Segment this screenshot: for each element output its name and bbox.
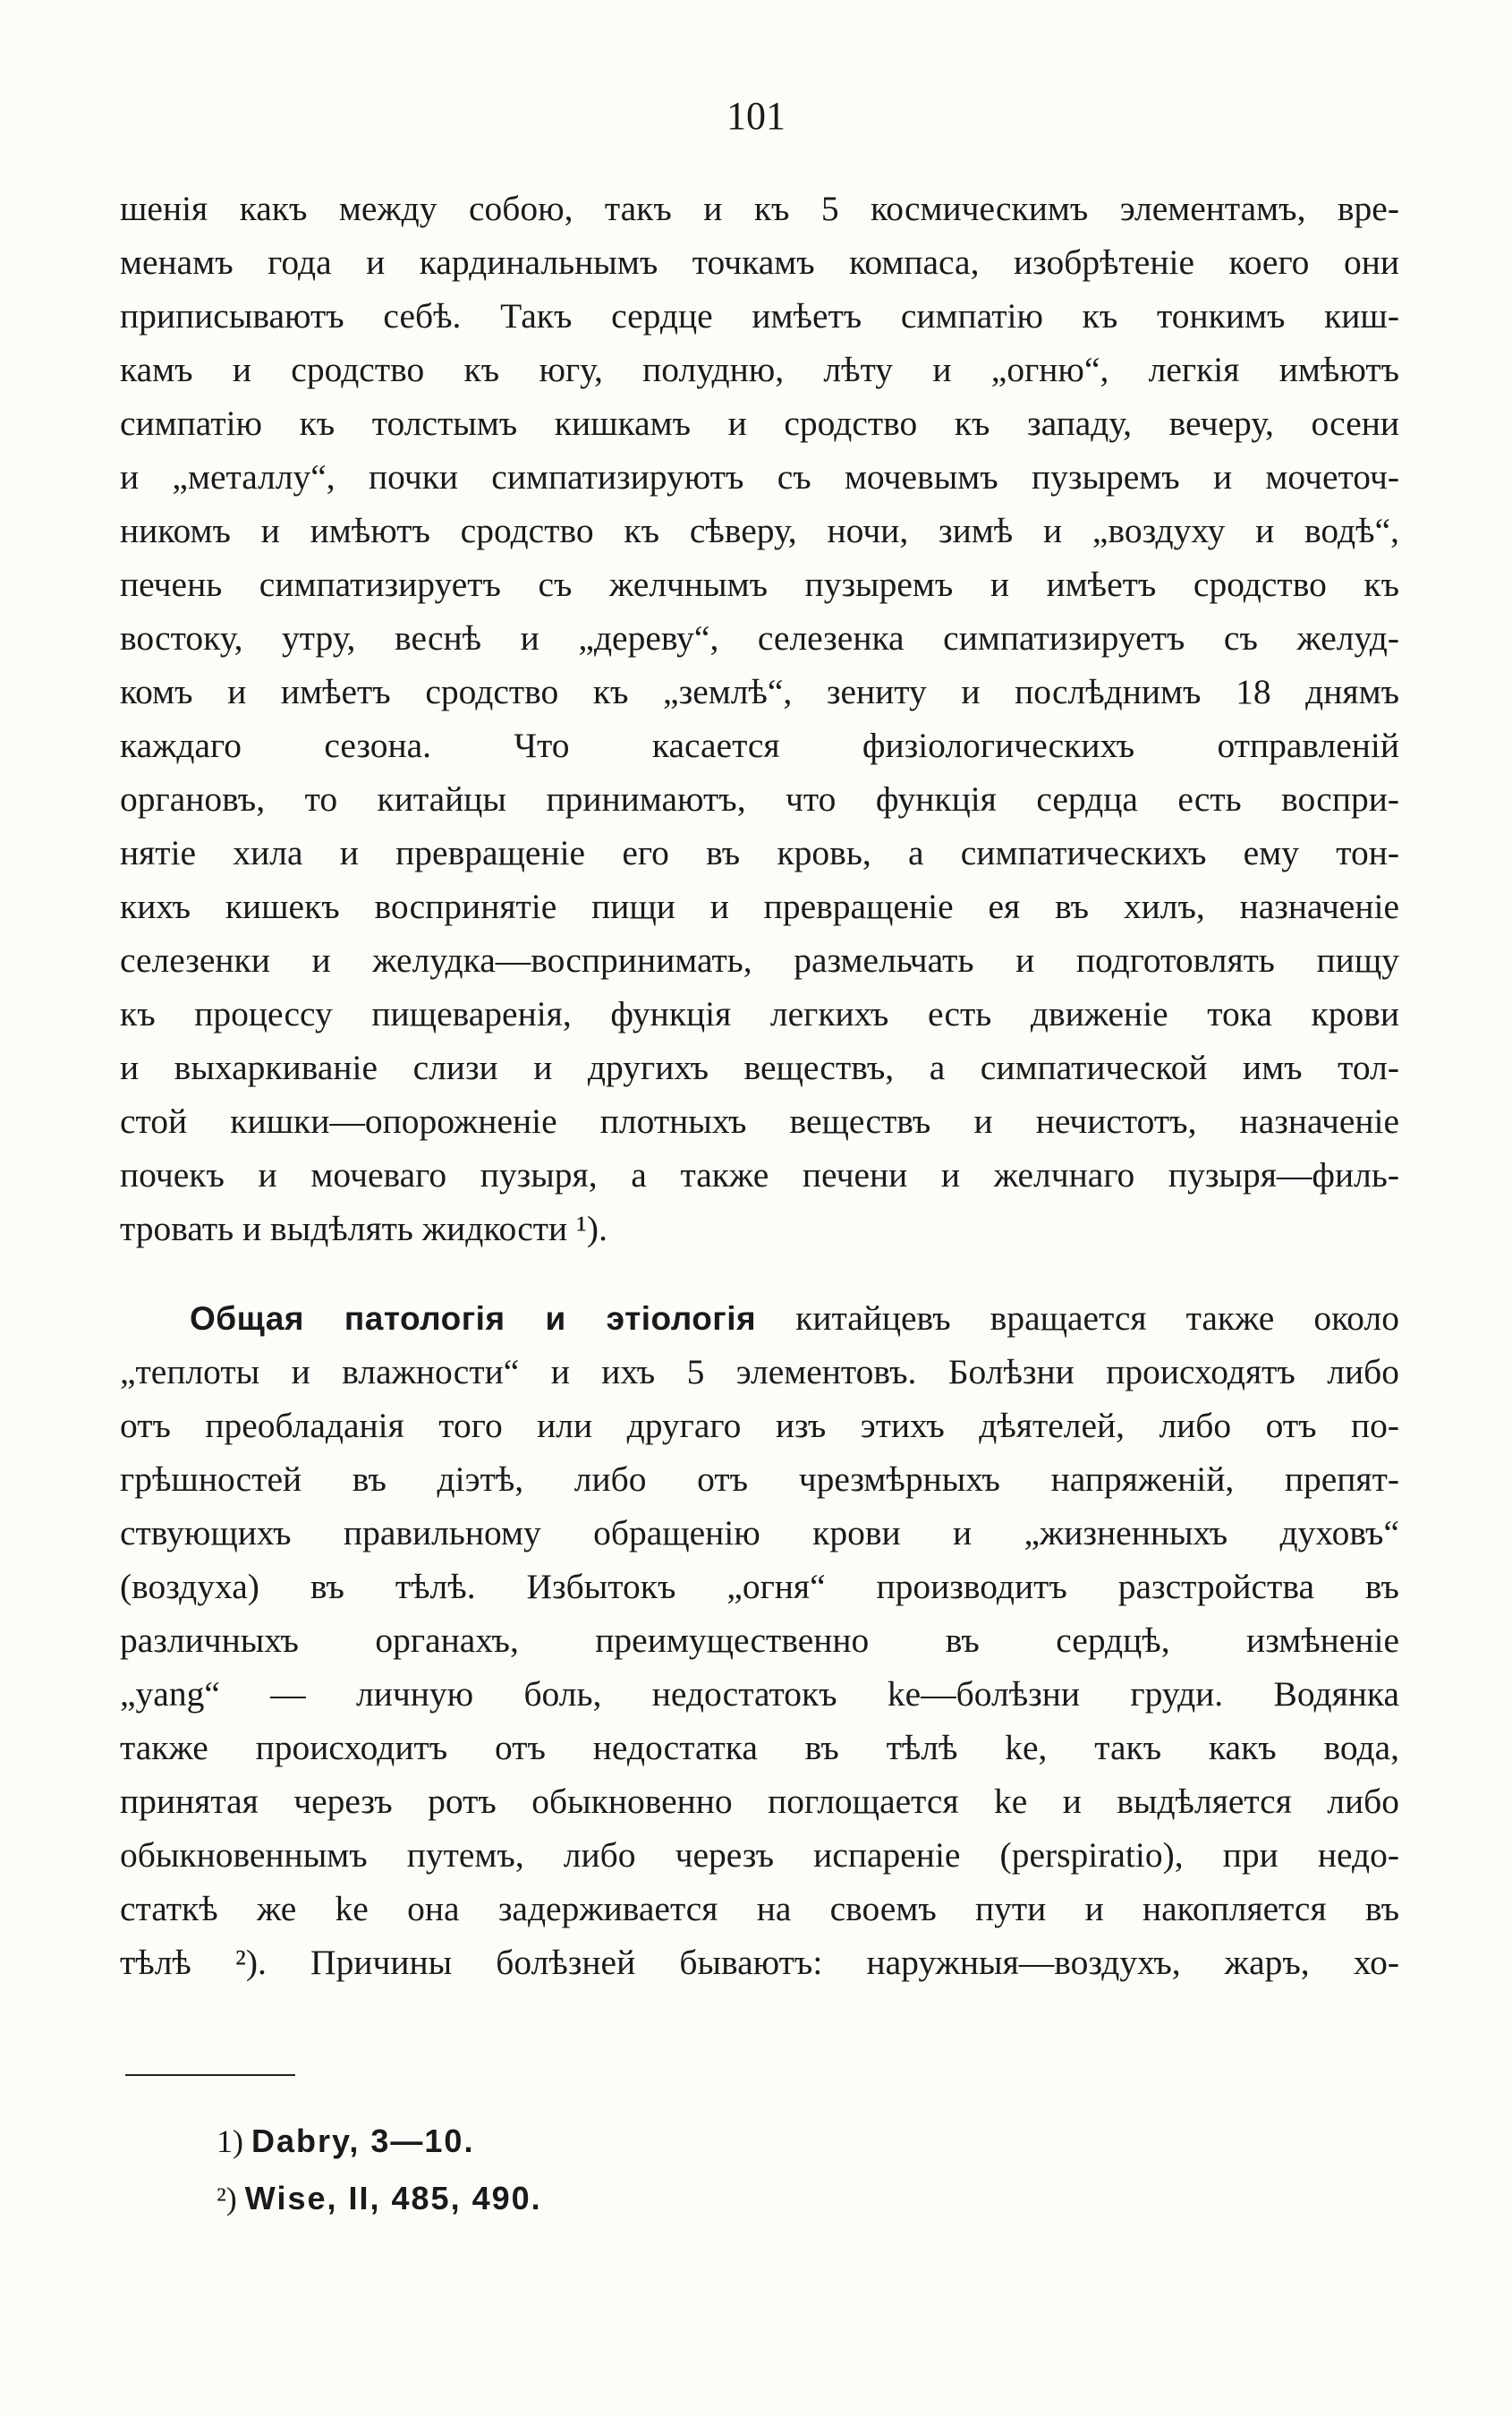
text-line: обыкновеннымъ путемъ, либо черезъ испареніе (perspiratio), при недо-	[120, 1835, 1399, 1875]
text-line: комъ и имѣетъ сродство къ „землѣ“, зениту и послѣднимъ 18 днямъ	[120, 672, 1399, 711]
paragraph-first-line	[190, 1291, 1399, 1346]
text-line: кихъ кишекъ воспринятіе пищи и превращеніе ея въ хилъ, назначеніе	[120, 887, 1399, 926]
text-line: почекъ и мочеваго пузыря, а также печени и желчнаго пузыря—филь-	[120, 1155, 1399, 1195]
text-line: грѣшностей въ діэтѣ, либо отъ чрезмѣрныхъ напряженій, препят-	[120, 1459, 1399, 1499]
text-line: каждаго сезона. Что касается физіологическихъ отправленій	[120, 726, 1399, 765]
text-line: селезенки и желудка—воспринимать, размельчать и подготовлять пищу	[120, 940, 1399, 980]
text-line: принятая черезъ ротъ обыкновенно поглощается ke и выдѣляется либо	[120, 1782, 1399, 1821]
text-line: органовъ, то китайцы принимаютъ, что функція сердца есть воспри-	[120, 779, 1399, 819]
section-heading: Общая патологія и этіологія	[190, 1300, 757, 1337]
text-line: тровать и выдѣлять жидкости ¹).	[120, 1209, 607, 1248]
text-line: нятіе хила и превращеніе его въ кровь, а симпатическихъ ему тон-	[120, 833, 1399, 872]
footnote	[217, 2176, 542, 2221]
text-line: „теплоты и влажности“ и ихъ 5 элементовъ. Болѣзни происходятъ либо	[120, 1352, 1399, 1391]
text-line: камъ и сродство къ югу, полудню, лѣту и „огню“, легкія имѣютъ	[120, 350, 1399, 389]
text-line: печень симпатизируетъ съ желчнымъ пузыремъ и имѣетъ сродство къ	[120, 565, 1399, 604]
page-number: 101	[726, 94, 786, 138]
text-line: различныхъ органахъ, преимущественно въ сердцѣ, измѣненіе	[120, 1621, 1399, 1660]
text-line: стой кишки—опорожненіе плотныхъ веществъ и нечистотъ, назначеніе	[120, 1102, 1399, 1141]
text-line: (воздуха) въ тѣлѣ. Избытокъ „огня“ производитъ разстройства въ	[120, 1567, 1399, 1606]
text-line: къ процессу пищеваренія, функція легкихъ есть движеніе тока крови	[120, 994, 1399, 1034]
footnote-divider	[125, 2074, 295, 2076]
text-line: востоку, утру, веснѣ и „дереву“, селезенка симпатизируетъ съ желуд-	[120, 618, 1399, 658]
text-line: и выхаркиваніе слизи и другихъ веществъ, а симпатической имъ тол-	[120, 1048, 1399, 1087]
footnote-mark: 1)	[217, 2123, 243, 2159]
text-line: также происходитъ отъ недостатка въ тѣлѣ ke, такъ какъ вода,	[120, 1728, 1399, 1767]
text-line: менамъ года и кардинальнымъ точкамъ компаса, изобрѣтеніе коего они	[120, 242, 1399, 282]
text-span: китайцевъ вращается также около	[795, 1298, 1399, 1338]
footnote-text: Dabry, 3—10.	[251, 2123, 475, 2159]
footnote-mark: ²)	[217, 2181, 237, 2216]
text-line: отъ преобладанія того или другаго изъ этихъ дѣятелей, либо отъ по-	[120, 1406, 1399, 1445]
text-line: „yang“ — личную боль, недостатокъ ke—болѣзни груди. Водянка	[120, 1674, 1399, 1714]
text-line: и „металлу“, почки симпатизируютъ съ мочевымъ пузыремъ и мочеточ-	[120, 457, 1399, 497]
text-line: статкѣ же ke она задерживается на своемъ пути и накопляется въ	[120, 1889, 1399, 1928]
footnote-text: Wise, II, 485, 490.	[244, 2180, 542, 2216]
footnote	[217, 2119, 474, 2164]
text-line: симпатію къ толстымъ кишкамъ и сродство къ западу, вечеру, осени	[120, 404, 1399, 443]
text-line: ствующихъ правильному обращенію крови и „жизненныхъ духовъ“	[120, 1513, 1399, 1553]
text-line: шенія какъ между собою, такъ и къ 5 космическимъ элементамъ, вре-	[120, 189, 1399, 228]
text-line: никомъ и имѣютъ сродство къ сѣверу, ночи, зимѣ и „воздуху и водѣ“,	[120, 511, 1399, 550]
text-line: тѣлѣ ²). Причины болѣзней бываютъ: наружныя—воздухъ, жаръ, хо-	[120, 1943, 1399, 1982]
text-line: приписываютъ себѣ. Такъ сердце имѣетъ симпатію къ тонкимъ киш-	[120, 296, 1399, 336]
